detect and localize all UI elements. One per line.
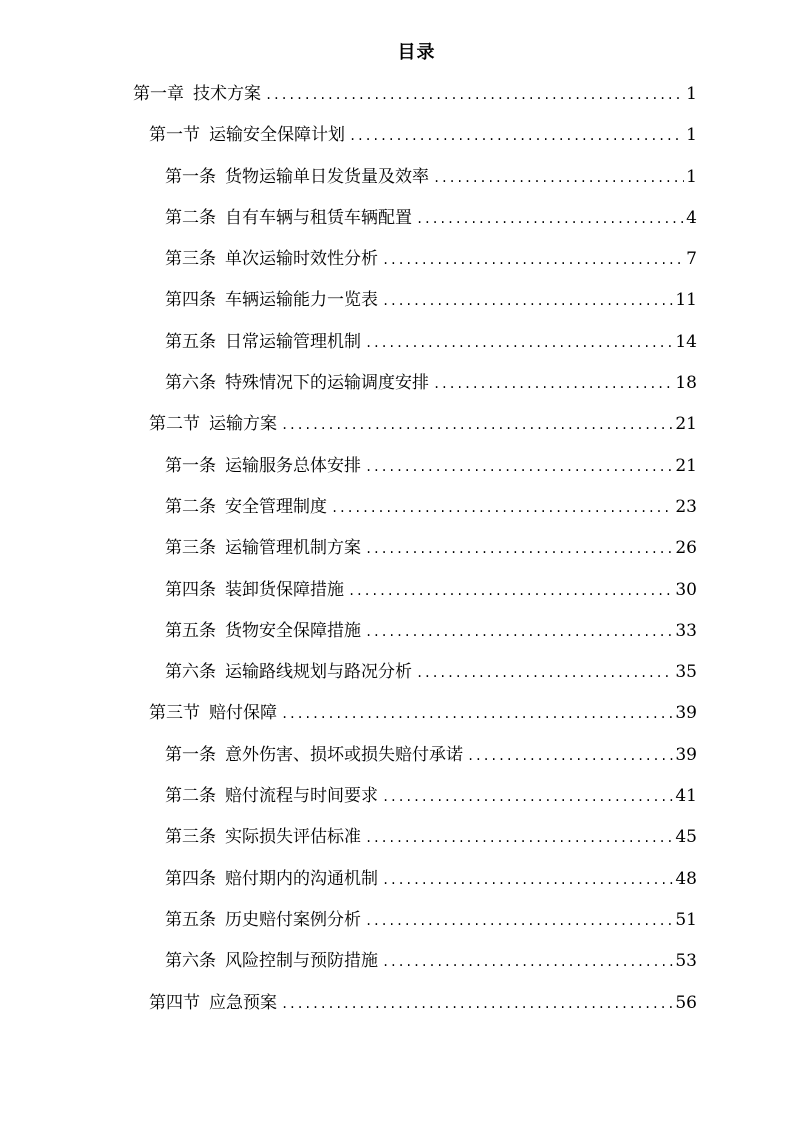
toc-entry-title: 意外伤害、损坏或损失赔付承诺 — [225, 744, 463, 765]
dot-leader — [331, 488, 673, 529]
toc-entry-number: 第四条 — [165, 579, 216, 600]
toc-entry-page-number: 41 — [675, 786, 697, 807]
toc-entry-title: 实际损失评估标准 — [225, 827, 361, 848]
toc-entry-title: 车辆运输能力一览表 — [225, 290, 378, 311]
dot-leader — [348, 571, 673, 612]
toc-entry-number: 第三条 — [165, 827, 216, 848]
toc-entry-number: 第五条 — [165, 331, 216, 352]
dot-leader — [365, 529, 673, 570]
toc-entry-number: 第四条 — [165, 868, 216, 889]
toc-entry-page-number: 11 — [675, 290, 697, 311]
toc-entry-title: 赔付期内的沟通机制 — [225, 868, 378, 889]
toc-entry-level-3[interactable] — [0, 859, 793, 900]
dot-leader — [416, 199, 684, 240]
toc-entry-level-1[interactable] — [0, 74, 793, 115]
toc-entry-level-2[interactable] — [0, 983, 793, 1024]
toc-entry-number: 第五条 — [165, 620, 216, 641]
toc-entry-page-number: 30 — [675, 579, 697, 600]
toc-entry-page-number: 33 — [675, 620, 697, 641]
toc-entry-level-3[interactable] — [0, 446, 793, 487]
toc-entry-title: 自有车辆与租赁车辆配置 — [225, 207, 412, 228]
dot-leader — [365, 612, 673, 653]
toc-entry-level-3[interactable] — [0, 817, 793, 858]
toc-entry-level-3[interactable] — [0, 198, 793, 239]
toc-entry-number: 第四条 — [165, 290, 216, 311]
toc-entry-title: 特殊情况下的运输调度安排 — [225, 373, 429, 394]
toc-entry-level-3[interactable] — [0, 487, 793, 528]
toc-entry-level-3[interactable] — [0, 363, 793, 404]
toc-entry-page-number: 39 — [675, 703, 697, 724]
dot-leader — [265, 75, 684, 116]
dot-leader — [433, 364, 673, 405]
toc-entry-page-number: 35 — [675, 662, 697, 683]
toc-entry-level-3[interactable] — [0, 652, 793, 693]
toc-entry-number: 第二条 — [165, 496, 216, 517]
toc-entry-number: 第三条 — [165, 249, 216, 270]
toc-entry-page-number: 56 — [675, 992, 697, 1013]
dot-leader — [349, 116, 684, 157]
toc-entry-level-2[interactable] — [0, 115, 793, 156]
dot-leader — [365, 323, 673, 364]
toc-entry-title: 安全管理制度 — [225, 496, 327, 517]
toc-entry-level-3[interactable] — [0, 157, 793, 198]
dot-leader — [281, 405, 673, 446]
toc-entry-page-number: 53 — [675, 951, 697, 972]
toc-entry-number: 第六条 — [165, 373, 216, 394]
toc-entry-number: 第二节 — [149, 414, 200, 435]
toc-entry-number: 第二条 — [165, 207, 216, 228]
dot-leader — [281, 984, 673, 1025]
toc-entry-level-2[interactable] — [0, 404, 793, 445]
toc-entry-level-3[interactable] — [0, 611, 793, 652]
toc-entry-number: 第二条 — [165, 786, 216, 807]
toc-entry-number: 第三节 — [149, 703, 200, 724]
dot-leader — [382, 860, 673, 901]
dot-leader — [467, 736, 673, 777]
dot-leader — [382, 942, 673, 983]
toc-entry-title: 运输安全保障计划 — [209, 125, 345, 146]
toc-entry-title: 货物运输单日发货量及效率 — [225, 166, 429, 187]
toc-entry-level-2[interactable] — [0, 693, 793, 734]
toc-entry-title: 运输服务总体安排 — [225, 455, 361, 476]
toc-entry-page-number: 23 — [675, 496, 697, 517]
toc-entry-page-number: 48 — [675, 868, 697, 889]
toc-entry-page-number: 1 — [686, 166, 697, 187]
toc-entry-number: 第一条 — [165, 455, 216, 476]
toc-entry-level-3[interactable] — [0, 776, 793, 817]
toc-entry-number: 第五条 — [165, 909, 216, 930]
dot-leader — [281, 694, 673, 735]
toc-entry-page-number: 1 — [686, 84, 697, 104]
toc-entry-title: 单次运输时效性分析 — [225, 249, 378, 270]
toc-entry-title: 运输管理机制方案 — [225, 538, 361, 559]
toc-entry-title: 赔付保障 — [209, 703, 277, 724]
dot-leader — [382, 281, 673, 322]
toc-entry-page-number: 7 — [686, 249, 697, 270]
toc-entry-page-number: 18 — [675, 373, 697, 394]
toc-entry-title: 风险控制与预防措施 — [225, 951, 378, 972]
toc-entry-page-number: 45 — [675, 827, 697, 848]
toc-entry-page-number: 39 — [675, 744, 697, 765]
toc-entry-level-3[interactable] — [0, 900, 793, 941]
toc-entry-number: 第三条 — [165, 538, 216, 559]
toc-entry-title: 赔付流程与时间要求 — [225, 786, 378, 807]
toc-entry-title: 应急预案 — [209, 992, 277, 1013]
toc-entry-page-number: 51 — [675, 909, 697, 930]
dot-leader — [365, 901, 673, 942]
toc-entry-page-number: 1 — [686, 125, 697, 146]
toc-entry-number: 第一章 — [133, 84, 184, 104]
toc-title: 目录 — [397, 42, 436, 63]
toc-entry-level-3[interactable] — [0, 239, 793, 280]
toc-entry-title: 历史赔付案例分析 — [225, 909, 361, 930]
table-of-contents — [0, 74, 793, 1024]
toc-entry-title: 装卸货保障措施 — [225, 579, 344, 600]
dot-leader — [433, 158, 684, 199]
toc-entry-number: 第一条 — [165, 166, 216, 187]
toc-entry-page-number: 4 — [686, 207, 697, 228]
toc-entry-number: 第四节 — [149, 992, 200, 1013]
toc-entry-page-number: 21 — [675, 414, 697, 435]
toc-entry-level-3[interactable] — [0, 570, 793, 611]
toc-entry-level-3[interactable] — [0, 735, 793, 776]
toc-entry-title: 运输路线规划与路况分析 — [225, 662, 412, 683]
toc-entry-title: 货物安全保障措施 — [225, 620, 361, 641]
toc-entry-title: 运输方案 — [209, 414, 277, 435]
toc-entry-number: 第六条 — [165, 662, 216, 683]
toc-entry-level-3[interactable] — [0, 280, 793, 321]
toc-entry-page-number: 26 — [675, 538, 697, 559]
toc-entry-title: 技术方案 — [193, 84, 261, 104]
toc-entry-level-3[interactable] — [0, 941, 793, 982]
dot-leader — [365, 818, 673, 859]
toc-entry-number: 第一节 — [149, 125, 200, 146]
dot-leader — [382, 240, 684, 281]
toc-entry-page-number: 21 — [675, 455, 697, 476]
toc-entry-level-3[interactable] — [0, 322, 793, 363]
dot-leader — [382, 777, 673, 818]
toc-entry-level-3[interactable] — [0, 528, 793, 569]
dot-leader — [365, 447, 673, 488]
toc-entry-number: 第六条 — [165, 951, 216, 972]
toc-entry-page-number: 14 — [675, 331, 697, 352]
toc-entry-number: 第一条 — [165, 744, 216, 765]
dot-leader — [416, 653, 673, 694]
toc-entry-title: 日常运输管理机制 — [225, 331, 361, 352]
